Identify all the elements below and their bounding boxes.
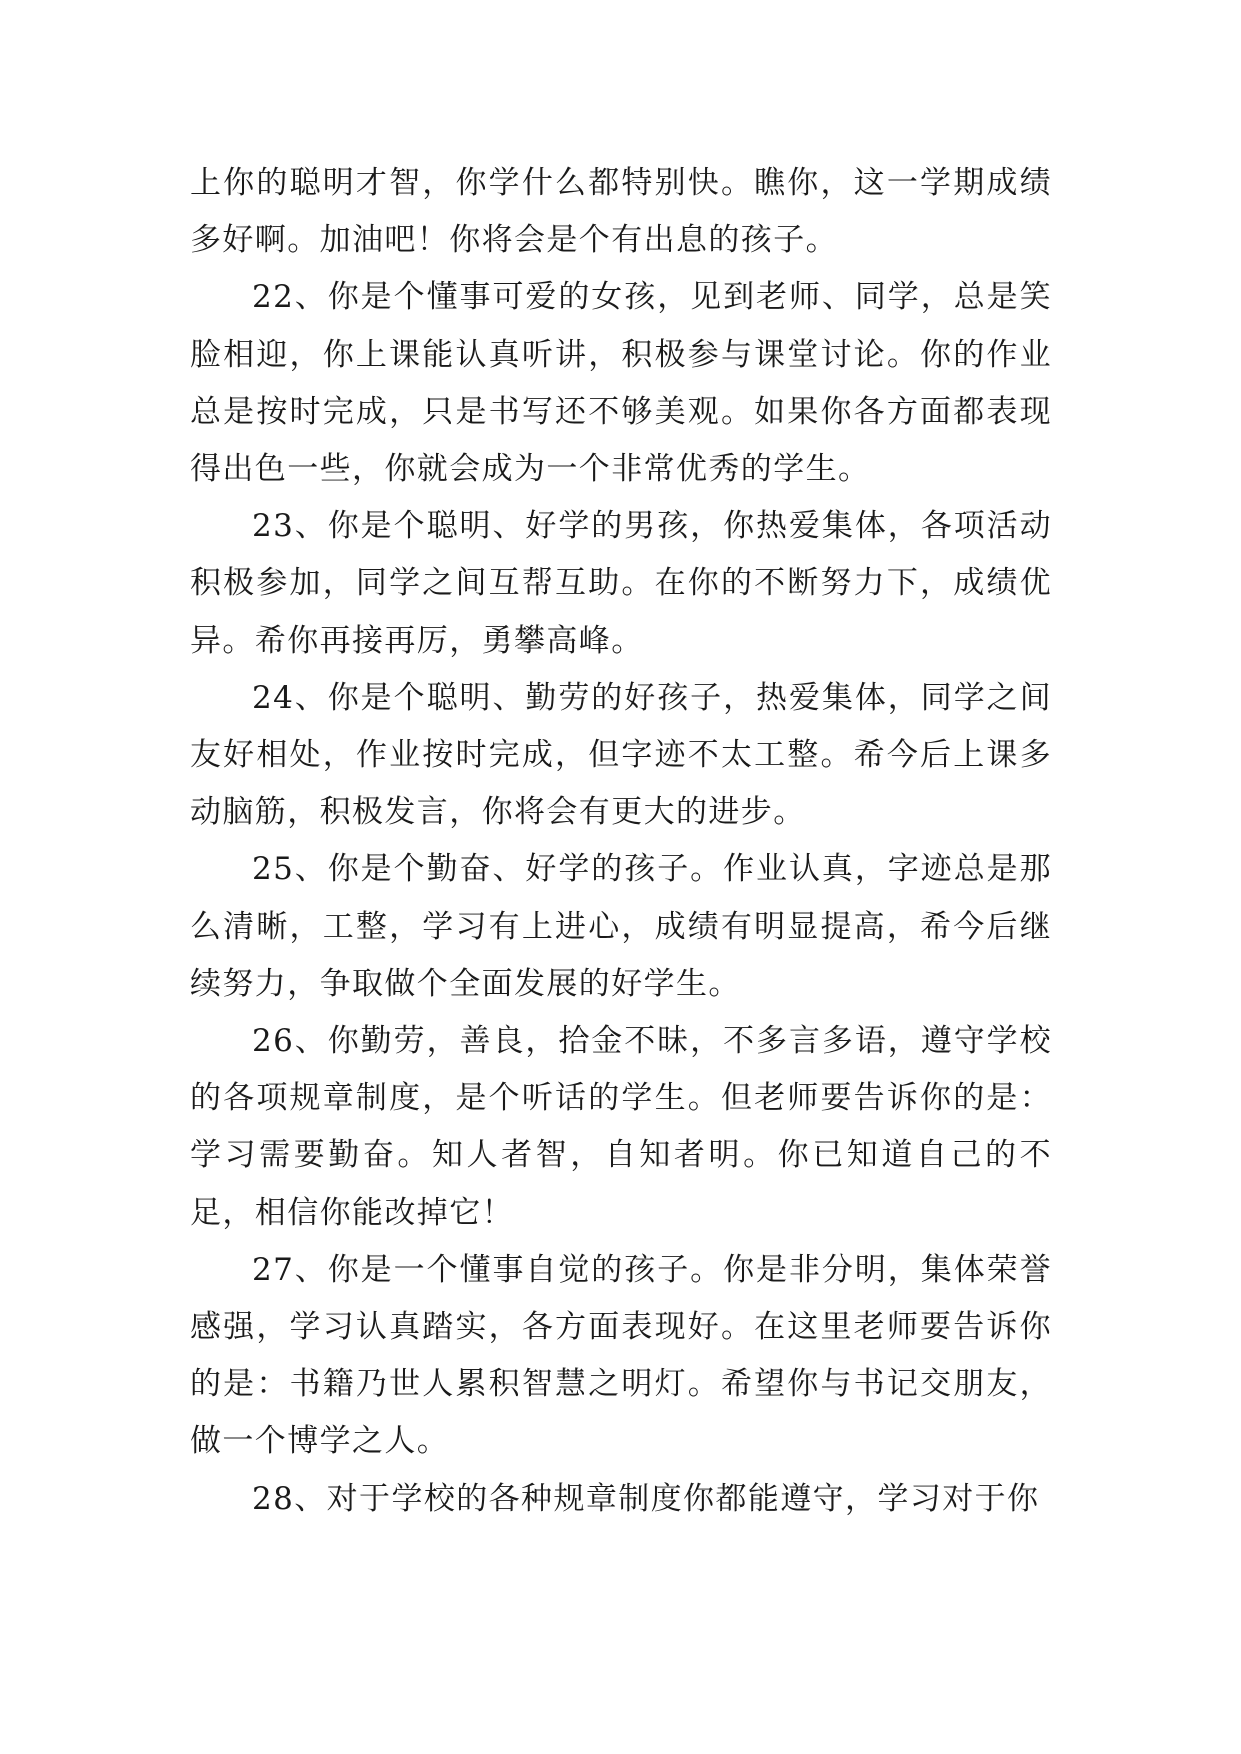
- paragraph-26: 26、你勤劳，善良，拾金不昧，不多言多语，遵守学校的各项规章制度，是个听话的学生。但老师要告诉你的是：学习需要勤奋。知人者智，自知者明。你已知道自己的不足，相信你能改掉它！: [190, 1023, 1052, 1231]
- paragraph-28: 28、对于学校的各种规章制度你都能遵守，学习对于你: [252, 1480, 1040, 1517]
- paragraph-27: 27、你是一个懂事自觉的孩子。你是非分明，集体荣誉感强，学习认真踏实，各方面表现好。在这里老师要告诉你的是：书籍乃世人累积智慧之明灯。希望你与书记交朋友，做一个博学之人。: [190, 1251, 1052, 1460]
- paragraph-continuation: 上你的聪明才智，你学什么都特别快。瞧你，这一学期成绩多好啊。加油吧！你将会是个有出息的孩子。: [190, 165, 1052, 259]
- paragraph-24: 24、你是个聪明、勤劳的好孩子，热爱集体，同学之间友好相处，作业按时完成，但字迹不太工整。希今后上课多动脑筋，积极发言，你将会有更大的进步。: [190, 679, 1052, 831]
- paragraph-23: 23、你是个聪明、好学的男孩，你热爱集体，各项活动积极参加，同学之间互帮互助。在你的不断努力下，成绩优异。希你再接再厉，勇攀高峰。: [190, 508, 1052, 659]
- paragraph-25: 25、你是个勤奋、好学的孩子。作业认真，字迹总是那么清晰，工整，学习有上进心，成绩有明显提高，希今后继续努力，争取做个全面发展的好学生。: [190, 851, 1052, 1002]
- body-text: [190, 155, 1052, 1528]
- paragraph-22: 22、你是个懂事可爱的女孩，见到老师、同学，总是笑脸相迎，你上课能认真听讲，积极参与课堂讨论。你的作业总是按时完成，只是书写还不够美观。如果你各方面都表现得出色一些，你就会成为一个非常优秀的学生。: [190, 279, 1052, 488]
